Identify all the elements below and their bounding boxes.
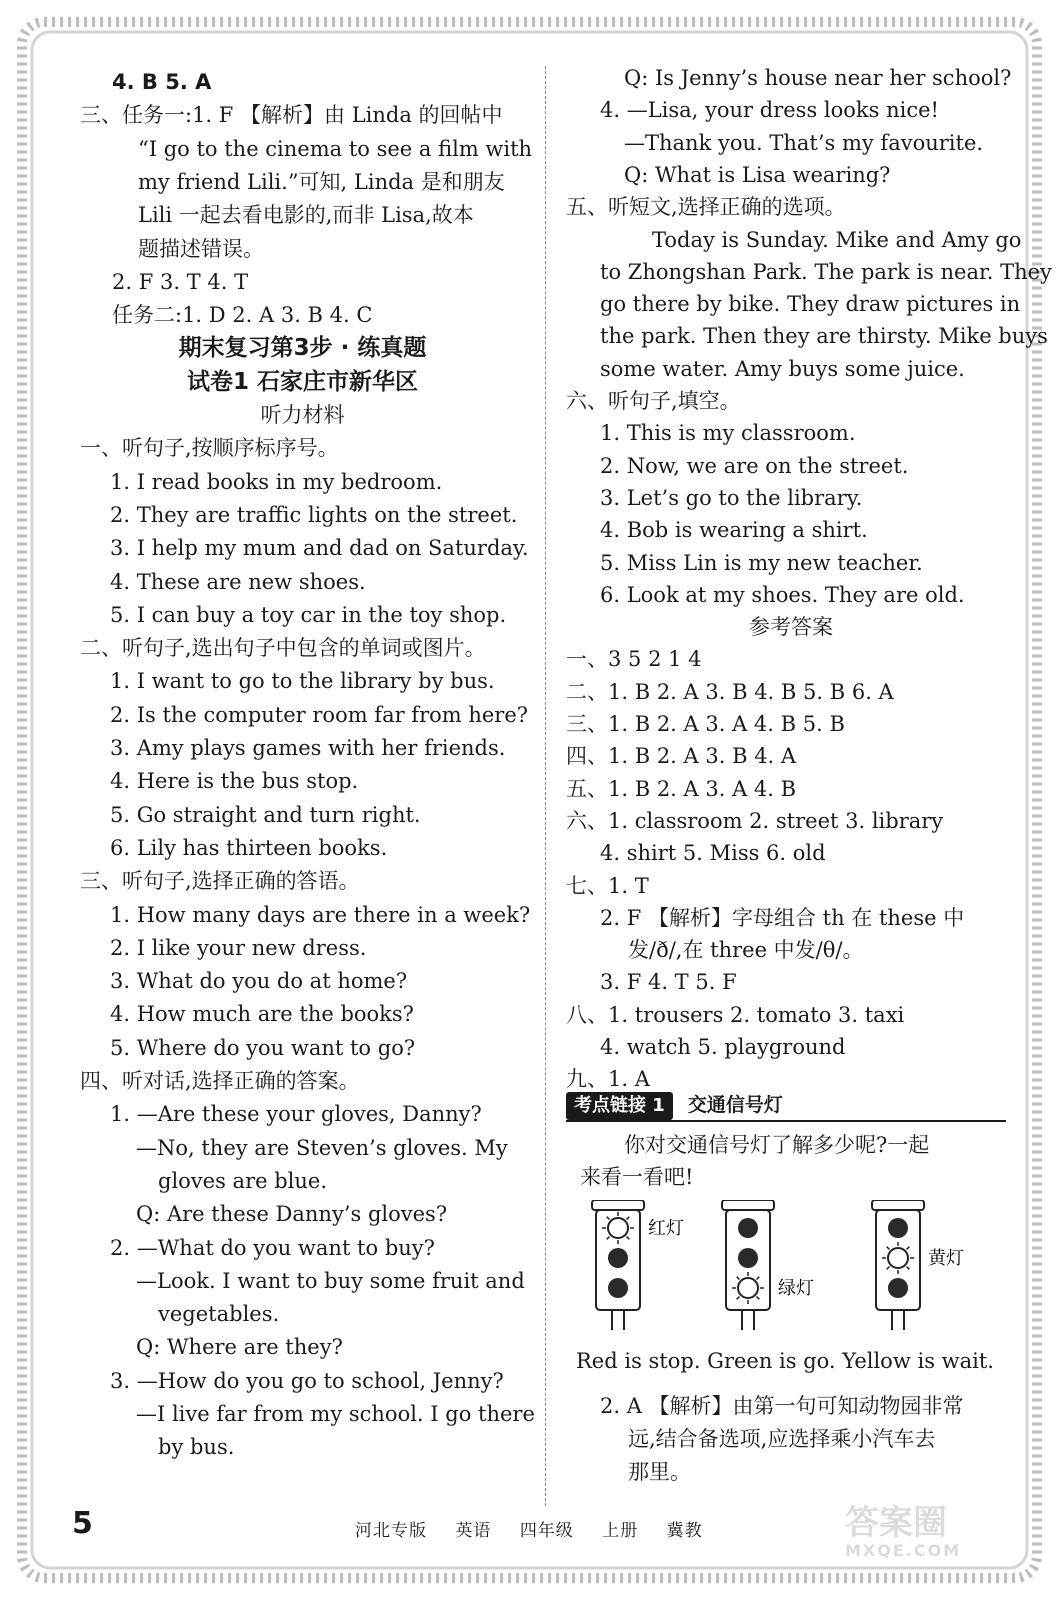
unlit-lamp: [608, 1278, 628, 1298]
lit-lamp: [888, 1248, 908, 1268]
kaodian-section: [566, 1090, 1016, 1373]
right-line: 发/ð/,在 three 中发/θ/。: [628, 938, 864, 963]
footer-info: [355, 1516, 725, 1541]
left-line: —Look. I want to buy some fruit and: [136, 1268, 525, 1293]
right-line: 5. Miss Lin is my new teacher.: [600, 550, 923, 575]
left-line: 题描述错误。: [138, 236, 264, 261]
left-line: 3. I help my mum and dad on Saturday.: [110, 536, 529, 561]
traffic-light: [722, 1200, 814, 1330]
left-line: 2. I like your new dress.: [110, 935, 367, 960]
left-line: 3. What do you do at home?: [110, 969, 408, 994]
left-line: 4. B 5. A: [112, 70, 212, 94]
left-line: 1. How many days are there in a week?: [110, 902, 531, 927]
right-line: 4. shirt 5. Miss 6. old: [600, 841, 826, 866]
left-line: 三、听句子,选择正确的答语。: [80, 869, 360, 894]
left-line: 2. —What do you want to buy?: [110, 1235, 435, 1260]
traffic-light-label: 红灯: [648, 1218, 684, 1239]
left-line: Q: Where are they?: [136, 1335, 343, 1360]
left-line: 三、任务一:1. F 【解析】由 Linda 的回帖中: [80, 103, 503, 128]
left-line: 3. Amy plays games with her friends.: [110, 736, 506, 760]
left-line: 4. How much are the books?: [110, 1002, 414, 1027]
right-line: some water. Amy buys some juice.: [600, 356, 965, 381]
page-number: 5: [72, 1506, 93, 1541]
left-line: 6. Lily has thirteen books.: [110, 835, 388, 860]
answer-line: 远,结合备选项,应选择乘小汽车去: [628, 1427, 936, 1451]
left-line: 听力材料: [260, 403, 345, 427]
right-line: 六、1. classroom 2. street 3. library: [566, 808, 944, 833]
right-line: 四、1. B 2. A 3. B 4. A: [566, 744, 797, 769]
left-line: 5. Where do you want to go?: [110, 1035, 416, 1060]
right-line: 五、听短文,选择正确的选项。: [566, 195, 846, 220]
right-line: 参考答案: [749, 615, 833, 640]
left-line: —No, they are Steven’s gloves. My: [136, 1135, 508, 1160]
left-line: 2. F 3. T 4. T: [112, 269, 249, 294]
left-line: 3. —How do you go to school, Jenny?: [110, 1368, 504, 1393]
unlit-lamp: [888, 1278, 908, 1298]
left-line: 5. I can buy a toy car in the toy shop.: [110, 602, 507, 627]
right-line: 五、1. B 2. A 3. A 4. B: [566, 776, 797, 801]
footer-grade: 四年级: [519, 1521, 574, 1541]
footer-publisher: 冀教: [666, 1521, 703, 1541]
right-line: 2. F 【解析】字母组合 th 在 these 中: [600, 905, 965, 930]
right-line: 一、3 5 2 1 4: [566, 647, 702, 672]
unlit-lamp: [608, 1248, 628, 1268]
left-line: 期末复习第3步 · 练真题: [178, 335, 427, 362]
right-line: 三、1. B 2. A 3. A 4. B 5. B: [566, 712, 845, 736]
left-line: gloves are blue.: [158, 1168, 327, 1193]
right-line: 4. watch 5. playground: [600, 1035, 846, 1059]
left-line: 1. —Are these your gloves, Danny?: [110, 1102, 482, 1127]
right-line: 七、1. T: [566, 873, 649, 898]
right-line: 4. Bob is wearing a shirt.: [600, 518, 868, 543]
left-line: 任务二:1. D 2. A 3. B 4. C: [112, 303, 373, 328]
kaodian-badge: 考点链接 1: [566, 1092, 673, 1120]
left-line: 试卷1 石家庄市新华区: [186, 368, 418, 395]
right-line: 九、1. A: [566, 1067, 650, 1092]
traffic-light-caption: Red is stop. Green is go. Yellow is wait.: [576, 1349, 994, 1373]
unlit-lamp: [738, 1248, 758, 1268]
answer-line: 那里。: [628, 1460, 691, 1484]
left-line: 4. Here is the bus stop.: [110, 769, 359, 794]
traffic-light: [592, 1200, 684, 1330]
left-line: vegetables.: [158, 1302, 280, 1327]
right-line: 4. —Lisa, your dress looks nice!: [600, 98, 939, 123]
unlit-lamp: [888, 1218, 908, 1238]
right-line: 2. Now, we are on the street.: [600, 453, 909, 478]
right-line: —Thank you. That’s my favourite.: [624, 130, 984, 155]
traffic-light: [872, 1200, 964, 1330]
traffic-light-label: 绿灯: [778, 1278, 814, 1299]
kaodian-intro-2: 来看一看吧!: [580, 1165, 694, 1189]
left-line: Q: Are these Danny’s gloves?: [136, 1202, 448, 1227]
traffic-lights-illustration: [566, 1200, 1016, 1340]
left-line: by bus.: [158, 1435, 235, 1460]
column-divider: [545, 66, 546, 1506]
lit-lamp: [738, 1278, 758, 1298]
left-line: my friend Lili.”可知, Linda 是和朋友: [138, 169, 505, 194]
right-line: the park. Then they are thirsty. Mike buys: [600, 324, 1048, 349]
left-line: 一、听句子,按顺序标序号。: [80, 436, 339, 461]
footer-edition: 河北专版: [355, 1521, 427, 1541]
right-line: to Zhongshan Park. The park is near. They: [600, 259, 1052, 284]
right-line: 3. F 4. T 5. F: [600, 970, 737, 995]
left-line: 2. They are traffic lights on the street.: [110, 502, 518, 527]
left-line: Lili 一起去看电影的,而非 Lisa,故本: [138, 203, 474, 228]
kaodian-intro-1: 你对交通信号灯了解多少呢?一起: [624, 1133, 930, 1157]
left-line: 1. I want to go to the library by bus.: [110, 669, 495, 694]
watermark-logo: 答案圈 MXQE.COM: [845, 1503, 962, 1560]
right-line: 6. Look at my shoes. They are old.: [600, 582, 965, 607]
left-line: —I live far from my school. I go there: [136, 1402, 535, 1426]
right-line: 二、1. B 2. A 3. B 4. B 5. B 6. A: [566, 679, 894, 704]
footer-subject: 英语: [455, 1521, 492, 1541]
unlit-lamp: [738, 1218, 758, 1238]
right-line: 3. Let’s go to the library.: [600, 485, 863, 510]
right-line: 六、听句子,填空。: [566, 389, 741, 413]
left-line: 5. Go straight and turn right.: [110, 802, 421, 827]
kaodian-title: 交通信号灯: [687, 1094, 783, 1116]
lit-lamp: [608, 1218, 628, 1238]
footer-volume: 上册: [602, 1521, 639, 1541]
right-line: 1. This is my classroom.: [600, 421, 856, 446]
right-line: Q: Is Jenny’s house near her school?: [624, 66, 1012, 90]
right-line: Today is Sunday. Mike and Amy go: [652, 227, 1022, 252]
right-line: 八、1. trousers 2. tomato 3. taxi: [566, 1002, 905, 1027]
right-line: Q: What is Lisa wearing?: [624, 162, 891, 187]
answer-line: 2. A 【解析】由第一句可知动物园非常: [600, 1394, 964, 1418]
left-line: 2. Is the computer room far from here?: [110, 702, 529, 727]
left-line: 四、听对话,选择正确的答案。: [80, 1069, 360, 1093]
left-line: 1. I read books in my bedroom.: [110, 469, 443, 494]
left-line: “I go to the cinema to see a film with: [138, 136, 533, 161]
left-line: 4. These are new shoes.: [110, 569, 366, 594]
right-line: go there by bike. They draw pictures in: [600, 292, 1021, 317]
traffic-light-label: 黄灯: [928, 1248, 964, 1269]
left-line: 二、听句子,选出句子中包含的单词或图片。: [80, 636, 486, 661]
